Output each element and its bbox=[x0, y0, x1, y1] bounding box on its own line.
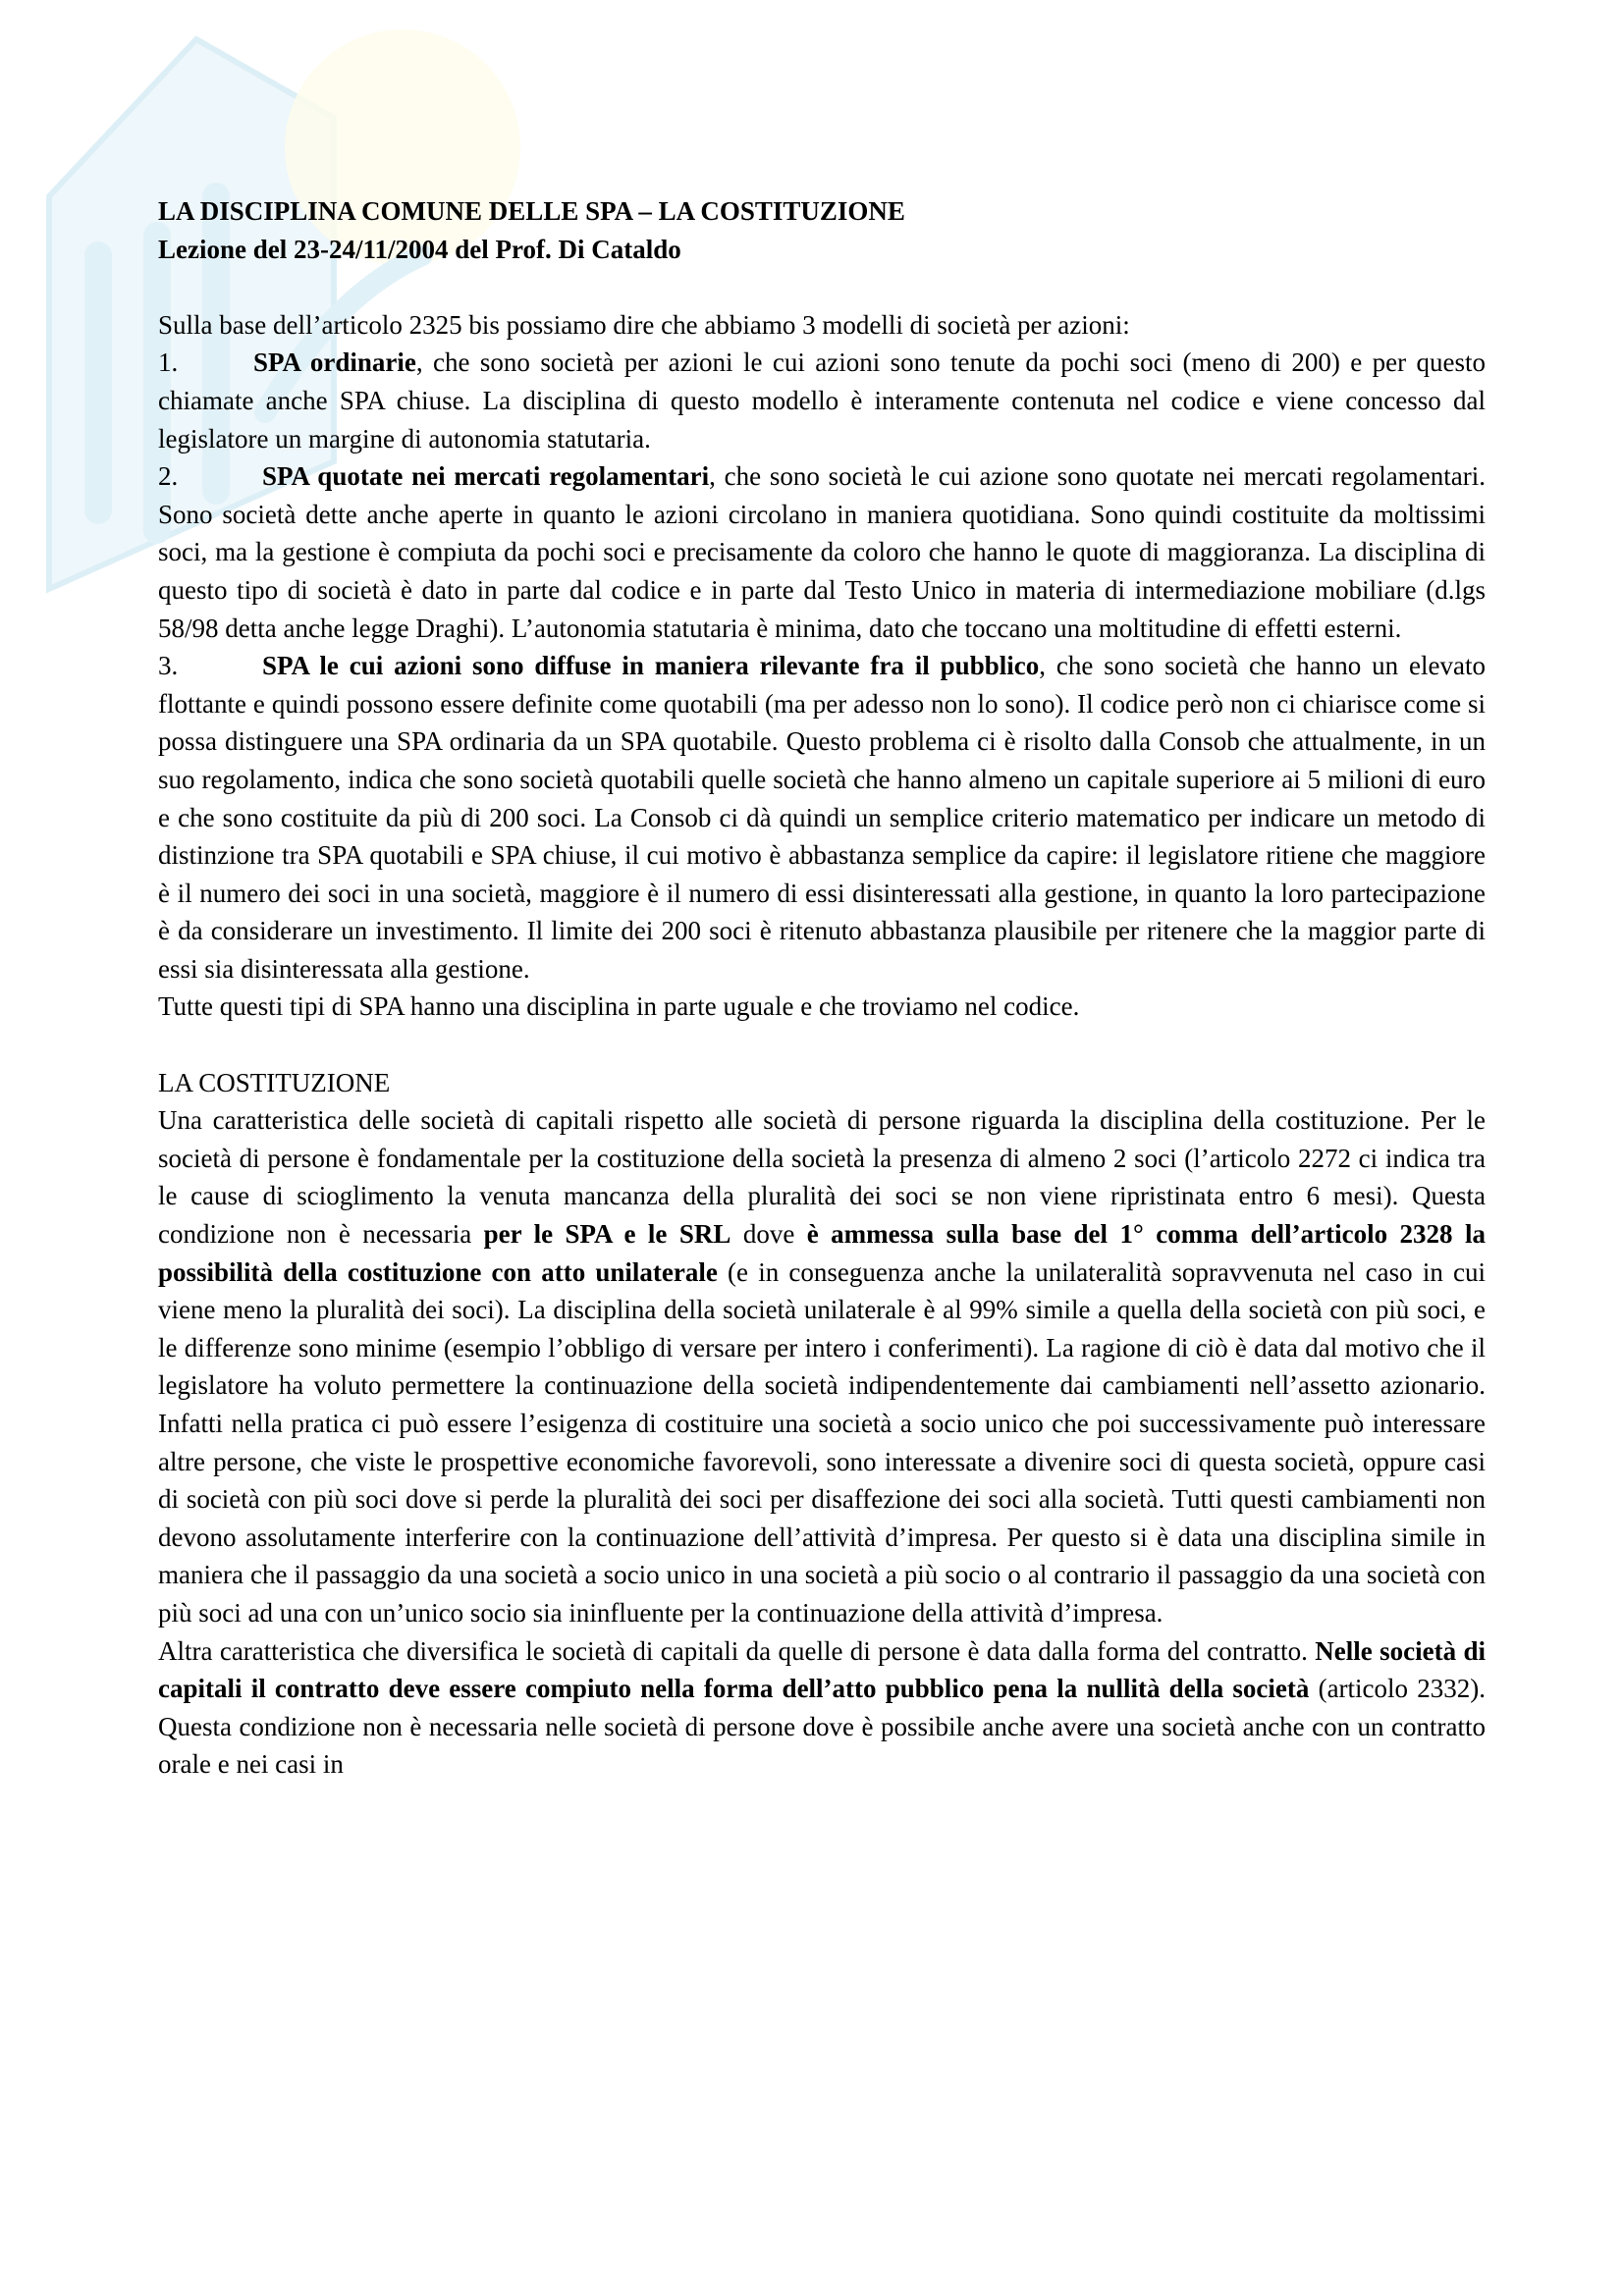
text-run: Una caratteristica delle società di capitali rispetto alle società di persone riguarda la disciplina della costituzione. Per le società di persone è fondamentale per la costituzione della società la presenza di almeno 2 soci (l’articolo 2272 ci indica tra le cause di scioglimento la venuta mancanza della pluralità dei soci se non viene ripristinata entro 6 mesi). Questa condizione non è necessaria bbox=[158, 1105, 1486, 1250]
list-item bbox=[158, 457, 1486, 647]
text-run: dove bbox=[730, 1219, 807, 1250]
list-item bbox=[158, 647, 1486, 988]
item-number: 2. bbox=[158, 461, 179, 492]
summary-paragraph: Tutte questi tipi di SPA hanno una disciplina in parte uguale e che troviamo nel codice. bbox=[158, 991, 1080, 1022]
doc-title: LA DISCIPLINA COMUNE DELLE SPA – LA COSTITUZIONE bbox=[158, 196, 905, 226]
bold-run: è ammessa sulla base del 1° comma dell’articolo 2328 la possibilità della costituzione con atto unilaterale bbox=[158, 1219, 1486, 1287]
section-heading: LA COSTITUZIONE bbox=[158, 1067, 391, 1097]
text-run: Altra caratteristica che diversifica le società di capitali da quelle di persone è data dalla forma del contratto. bbox=[158, 1635, 1316, 1666]
item-bold: SPA quotate nei mercati regolamentari bbox=[262, 461, 710, 492]
item-number: 1. bbox=[158, 347, 179, 378]
doc-subtitle: Lezione del 23-24/11/2004 del Prof. Di Cataldo bbox=[158, 234, 681, 264]
item-number: 3. bbox=[158, 651, 179, 681]
item-text: , che sono società per azioni le cui azioni sono tenute da pochi soci (meno di 200) e per questo chiamate anche SPA chiuse. La disciplina di questo modello è interamente contenuta nel codice e viene concesso dal legislatore un margine di autonomia statutaria. bbox=[158, 347, 1486, 454]
bold-run: per le SPA e le SRL bbox=[483, 1219, 731, 1250]
list-item bbox=[158, 344, 1486, 457]
item-bold: SPA ordinarie bbox=[253, 347, 416, 378]
text-run: (articolo 2332). Questa condizione non è necessaria nelle società di persone dove è possibile anche avere una società anche con un contratto orale e nei casi in bbox=[158, 1674, 1486, 1780]
document-body bbox=[158, 192, 1486, 1784]
item-bold: SPA le cui azioni sono diffuse in maniera rilevante fra il pubblico bbox=[262, 651, 1040, 681]
text-run: (e in conseguenza anche la unilateralità sopravvenuta nel caso in cui viene meno la pluralità dei soci). La disciplina della società unilaterale è al 99% simile a quella della società con più soci, e le differenze sono minime (esempio l’obbligo di versare per intero i conferimenti). La ragione di ciò è data dal motivo che il legislatore ha voluto permettere la continuazione della società indipendentemente dai cambiamenti nell’assetto azionario. Infatti nella pratica ci può essere l’esigenza di costituire una società a socio unico che poi successivamente può interessare altre persone, che viste le prospettive economiche favorevoli, sono interessate a divenire soci di questa società, oppure casi di società con più soci dove si perde la pluralità dei soci per disaffezione dei soci alla società. Tutti questi cambiamenti non devono assolutamente interferire con la continuazione dell’attività d’impresa. Per questo si è data una disciplina simile in maniera che il passaggio da una società a socio unico in una società a più socio o al contrario il passaggio da una società con più soci ad una con un’unico socio sia ininfluente per la continuazione della attività d’impresa. bbox=[158, 1256, 1486, 1628]
costituzione-paragraph-1 bbox=[158, 1101, 1486, 1631]
bold-run: Nelle società di capitali il contratto deve essere compiuto nella forma dell’atto pubblico pena la nullità della società bbox=[158, 1635, 1486, 1704]
intro-paragraph: Sulla base dell’articolo 2325 bis possiamo dire che abbiamo 3 modelli di società per azioni: bbox=[158, 309, 1130, 340]
item-text: , che sono società le cui azione sono quotate nei mercati regolamentari. Sono società dette anche aperte in quanto le azioni circolano in maniera quotidiana. Sono quindi costituite da moltissimi soci, ma la gestione è compiuta da pochi soci e precisamente da coloro che hanno le quote di maggioranza. La disciplina di questo tipo di società è dato in parte dal codice e in parte dal Testo Unico in materia di intermediazione mobiliare (d.lgs 58/98 detta anche legge Draghi). L’autonomia statutaria è minima, dato che toccano una moltitudine di effetti esterni. bbox=[158, 461, 1486, 643]
costituzione-paragraph-2 bbox=[158, 1632, 1486, 1784]
item-text: , che sono società che hanno un elevato flottante e quindi possono essere definite come quotabili (ma per adesso non lo sono). Il codice però non ci chiarisce come si possa distinguere una SPA ordinaria da un SPA quotabile. Questo problema ci è risolto dalla Consob che attualmente, in un suo regolamento, indica che sono società quotabili quelle società che hanno almeno un capitale superiore ai 5 milioni di euro e che sono costituite da più di 200 soci. La Consob ci dà quindi un semplice criterio matematico per indicare un metodo di distinzione tra SPA quotabili e SPA chiuse, il cui motivo è abbastanza semplice da capire: il legislatore ritiene che maggiore è il numero dei soci in una società, maggiore è il numero di essi disinteressati alla gestione, in quanto la loro partecipazione è da considerare un investimento. Il limite dei 200 soci è ritenuto abbastanza plausibile per ritenere che la maggior parte di essi sia disinteressata alla gestione. bbox=[158, 651, 1487, 984]
